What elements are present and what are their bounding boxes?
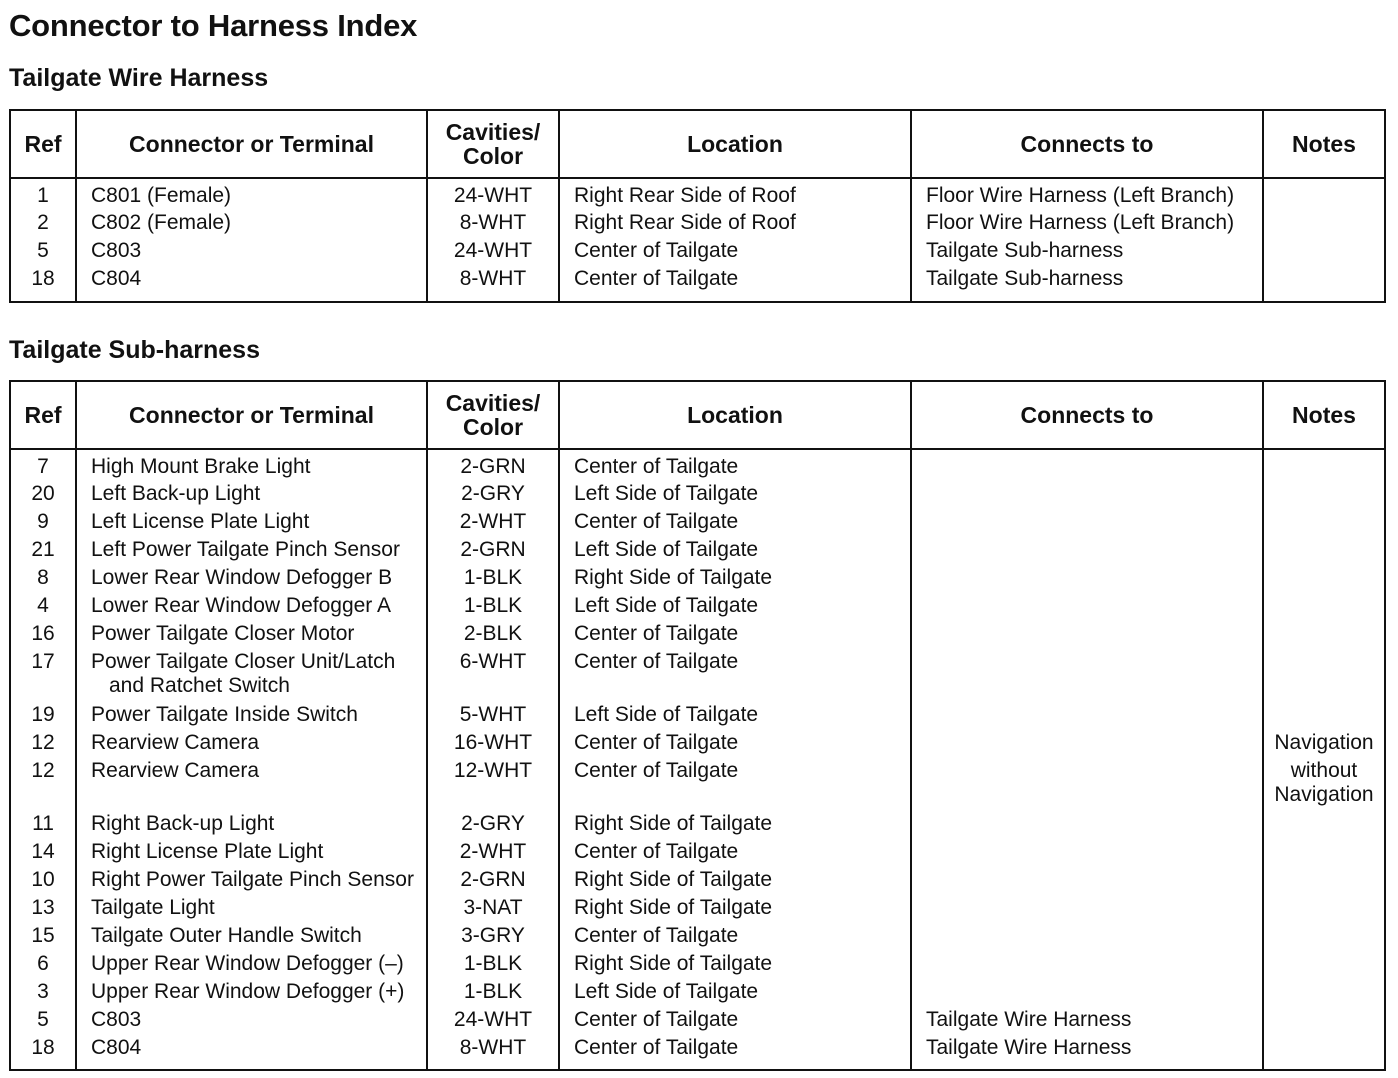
- ref-cell-text: 11: [32, 812, 54, 835]
- ref-cell-text: 21: [31, 538, 55, 561]
- header-ref: Ref: [10, 381, 76, 449]
- ref-cell: [10, 896, 76, 924]
- table-row: [10, 178, 1385, 211]
- ref-cell-text: 7: [37, 455, 49, 478]
- connects-to-cell: [911, 178, 1263, 211]
- location-cell-text: Center of Tailgate: [574, 510, 739, 533]
- connector-cell: [76, 510, 427, 538]
- connector-cell: [76, 1008, 427, 1036]
- header-connects-to: Connects to: [911, 110, 1263, 178]
- connects-to-cell: [911, 1036, 1263, 1070]
- ref-cell-text: 8: [37, 566, 49, 589]
- ref-cell: [10, 239, 76, 267]
- table-row: [10, 868, 1385, 896]
- connector-cell: [76, 840, 427, 868]
- notes-cell: [1263, 1036, 1385, 1070]
- cavities-color-cell: [427, 566, 559, 594]
- table-body: [10, 449, 1385, 1070]
- notes-cell: [1263, 703, 1385, 731]
- location-cell: [559, 622, 911, 650]
- notes-cell-text: Navigation: [1274, 731, 1374, 754]
- location-cell: [559, 952, 911, 980]
- table-row: [10, 449, 1385, 482]
- ref-cell: [10, 538, 76, 566]
- connects-to-cell: [911, 868, 1263, 896]
- table-row: [10, 211, 1385, 239]
- notes-cell: [1263, 594, 1385, 622]
- location-cell-text: Right Side of Tailgate: [574, 952, 773, 975]
- table-row: [10, 239, 1385, 267]
- location-cell-text: Center of Tailgate: [574, 759, 739, 782]
- connector-cell: [76, 1036, 427, 1070]
- table-row: [10, 622, 1385, 650]
- cavities-color-cell: [427, 510, 559, 538]
- cavities-color-cell-text: 2-GRN: [460, 538, 526, 561]
- location-cell-text: Right Side of Tailgate: [574, 566, 773, 589]
- ref-cell-text: 16: [31, 622, 55, 645]
- ref-cell: [10, 211, 76, 239]
- cavities-color-cell-text: 1-BLK: [463, 980, 523, 1003]
- header-cavities-line2: Color: [462, 414, 524, 440]
- connects-to-cell: [911, 267, 1263, 302]
- ref-cell-text: 9: [37, 510, 49, 533]
- table-row: [10, 924, 1385, 952]
- cavities-color-cell: [427, 812, 559, 840]
- location-cell-text: Center of Tailgate: [574, 840, 739, 863]
- table-row: [10, 566, 1385, 594]
- cavities-color-cell: [427, 924, 559, 952]
- ref-cell-text: 6: [37, 952, 49, 975]
- ref-cell: [10, 1036, 76, 1070]
- location-cell: [559, 1008, 911, 1036]
- cavities-color-cell-text: 2-GRN: [460, 455, 526, 478]
- table-header-row: [10, 110, 1385, 178]
- tailgate-sub-harness-table: [9, 380, 1386, 1071]
- connector-cell: [76, 952, 427, 980]
- ref-cell-text: 5: [37, 1008, 49, 1031]
- connector-cell-text: Right Power Tailgate Pinch Sensor: [91, 868, 414, 891]
- location-cell: [559, 566, 911, 594]
- ref-cell: [10, 510, 76, 538]
- cavities-color-cell-text: 24-WHT: [453, 239, 533, 262]
- connector-cell-text: Left License Plate Light: [91, 510, 310, 533]
- table-row: [10, 594, 1385, 622]
- connects-to-cell: [911, 510, 1263, 538]
- location-cell: [559, 759, 911, 812]
- ref-cell: [10, 924, 76, 952]
- notes-cell: [1263, 812, 1385, 840]
- page-title: Connector to Harness Index: [9, 8, 418, 43]
- connector-cell: [76, 178, 427, 211]
- cavities-color-cell-text: 8-WHT: [459, 211, 527, 234]
- header-connector: Connector or Terminal: [76, 381, 427, 449]
- header-notes: Notes: [1263, 381, 1385, 449]
- connects-to-cell: [911, 239, 1263, 267]
- ref-cell: [10, 812, 76, 840]
- connector-cell: [76, 449, 427, 482]
- ref-cell-text: 17: [31, 650, 55, 673]
- notes-cell: [1263, 1008, 1385, 1036]
- location-cell: [559, 731, 911, 759]
- connector-cell-text: Power Tailgate Closer Motor: [91, 622, 355, 645]
- ref-cell: [10, 267, 76, 302]
- connects-to-cell: [911, 650, 1263, 703]
- location-cell-text: Center of Tailgate: [574, 650, 739, 673]
- table-row: [10, 840, 1385, 868]
- cavities-color-cell: [427, 449, 559, 482]
- notes-cell: [1263, 510, 1385, 538]
- connector-cell-text: C803: [91, 239, 142, 262]
- cavities-color-cell-text: 3-GRY: [461, 924, 525, 947]
- cavities-color-cell: [427, 211, 559, 239]
- location-cell-text: Center of Tailgate: [574, 455, 739, 478]
- connector-cell-text: Lower Rear Window Defogger A: [91, 594, 391, 617]
- ref-cell: [10, 731, 76, 759]
- table-row: [10, 952, 1385, 980]
- location-cell-text: Left Side of Tailgate: [574, 980, 759, 1003]
- location-cell: [559, 482, 911, 510]
- location-cell: [559, 924, 911, 952]
- connector-cell-text: Power Tailgate Closer Unit/Latch: [91, 650, 396, 673]
- location-cell: [559, 239, 911, 267]
- connector-cell-text: Left Back-up Light: [91, 482, 261, 505]
- table-row: [10, 812, 1385, 840]
- ref-cell: [10, 868, 76, 896]
- cavities-color-cell: [427, 703, 559, 731]
- connector-cell: [76, 868, 427, 896]
- connects-to-cell-text: Tailgate Sub-harness: [926, 267, 1124, 290]
- table-row: [10, 703, 1385, 731]
- ref-cell-text: 18: [31, 1036, 55, 1059]
- table-row: [10, 759, 1385, 812]
- header-location: Location: [559, 110, 911, 178]
- notes-cell: [1263, 211, 1385, 239]
- notes-cell: [1263, 840, 1385, 868]
- header-cavities: [427, 110, 559, 178]
- ref-cell-text: 5: [37, 239, 49, 262]
- notes-cell: [1263, 731, 1385, 759]
- ref-cell: [10, 594, 76, 622]
- header-cavities-line1: Cavities/: [445, 390, 541, 416]
- location-cell-text: Left Side of Tailgate: [574, 482, 759, 505]
- cavities-color-cell-text: 2-BLK: [463, 622, 523, 645]
- cavities-color-cell: [427, 650, 559, 703]
- cavities-color-cell: [427, 1036, 559, 1070]
- connector-cell-text: C803: [91, 1008, 142, 1031]
- connector-cell: [76, 759, 427, 812]
- ref-cell: [10, 178, 76, 211]
- connector-cell: [76, 812, 427, 840]
- location-cell: [559, 868, 911, 896]
- connects-to-cell: [911, 812, 1263, 840]
- ref-cell-text: 19: [31, 703, 55, 726]
- ref-cell-text: 14: [31, 840, 55, 863]
- notes-cell: [1263, 239, 1385, 267]
- connector-cell: [76, 896, 427, 924]
- cavities-color-cell: [427, 1008, 559, 1036]
- location-cell-text: Center of Tailgate: [574, 1036, 739, 1059]
- section-title-tailgate-wire-harness: Tailgate Wire Harness: [9, 64, 269, 92]
- ref-cell: [10, 840, 76, 868]
- notes-cell: [1263, 759, 1385, 812]
- location-cell-text: Center of Tailgate: [574, 731, 739, 754]
- cavities-color-cell: [427, 594, 559, 622]
- connects-to-cell: [911, 952, 1263, 980]
- connector-cell-text: Right License Plate Light: [91, 840, 324, 863]
- connects-to-cell: [911, 482, 1263, 510]
- ref-cell-text: 3: [37, 980, 49, 1003]
- connector-cell: [76, 650, 427, 703]
- cavities-color-cell-text: 8-WHT: [459, 267, 527, 290]
- connector-cell: [76, 594, 427, 622]
- table-row: [10, 650, 1385, 703]
- connector-cell-text: Tailgate Outer Handle Switch: [91, 924, 362, 947]
- connector-cell-text: C802 (Female): [91, 211, 232, 234]
- ref-cell: [10, 952, 76, 980]
- cavities-color-cell-text: 1-BLK: [463, 594, 523, 617]
- connector-cell: [76, 924, 427, 952]
- location-cell: [559, 650, 911, 703]
- table-row: [10, 510, 1385, 538]
- ref-cell-text: 15: [31, 924, 55, 947]
- cavities-color-cell: [427, 980, 559, 1008]
- notes-cell: [1263, 924, 1385, 952]
- notes-cell: [1263, 178, 1385, 211]
- table-row: [10, 731, 1385, 759]
- tailgate-wire-harness-table: [9, 109, 1386, 303]
- notes-cell: [1263, 267, 1385, 302]
- ref-cell-text: 4: [37, 594, 49, 617]
- cavities-color-cell: [427, 759, 559, 812]
- connector-cell: [76, 731, 427, 759]
- table-row: [10, 1008, 1385, 1036]
- location-cell-text: Right Rear Side of Roof: [574, 211, 796, 234]
- connects-to-cell: [911, 622, 1263, 650]
- connector-cell-text: Rearview Camera: [91, 731, 260, 754]
- cavities-color-cell-text: 2-GRN: [460, 868, 526, 891]
- location-cell-text: Center of Tailgate: [574, 239, 739, 262]
- location-cell: [559, 267, 911, 302]
- connects-to-cell-text: Tailgate Sub-harness: [926, 239, 1124, 262]
- cavities-color-cell: [427, 267, 559, 302]
- notes-cell-text: without: [1290, 759, 1358, 782]
- connects-to-cell-text: Floor Wire Harness (Left Branch): [926, 184, 1235, 207]
- table-body: [10, 178, 1385, 302]
- connector-cell-text: Right Back-up Light: [91, 812, 275, 835]
- ref-cell: [10, 449, 76, 482]
- header-connector: Connector or Terminal: [76, 110, 427, 178]
- location-cell: [559, 538, 911, 566]
- cavities-color-cell: [427, 840, 559, 868]
- table-row: [10, 980, 1385, 1008]
- connector-cell: [76, 980, 427, 1008]
- location-cell: [559, 980, 911, 1008]
- ref-cell-text: 13: [31, 896, 55, 919]
- ref-cell-text: 12: [31, 759, 55, 782]
- location-cell-text: Right Rear Side of Roof: [574, 184, 796, 207]
- location-cell-text: Center of Tailgate: [574, 622, 739, 645]
- connects-to-cell: [911, 759, 1263, 812]
- connects-to-cell-text: Tailgate Wire Harness: [926, 1036, 1132, 1059]
- location-cell-text: Right Side of Tailgate: [574, 868, 773, 891]
- ref-cell-text: 10: [31, 868, 55, 891]
- cavities-color-cell: [427, 868, 559, 896]
- location-cell-text: Left Side of Tailgate: [574, 703, 759, 726]
- ref-cell-text: 2: [37, 211, 49, 234]
- cavities-color-cell-text: 8-WHT: [459, 1036, 527, 1059]
- connects-to-cell: [911, 896, 1263, 924]
- notes-cell: [1263, 538, 1385, 566]
- location-cell: [559, 594, 911, 622]
- notes-cell: [1263, 896, 1385, 924]
- connector-cell: [76, 211, 427, 239]
- connects-to-cell: [911, 703, 1263, 731]
- cavities-color-cell-text: 2-WHT: [459, 510, 527, 533]
- connector-cell-text: Power Tailgate Inside Switch: [91, 703, 358, 726]
- location-cell: [559, 1036, 911, 1070]
- section-title-tailgate-sub-harness: Tailgate Sub-harness: [9, 336, 260, 364]
- notes-cell: [1263, 952, 1385, 980]
- connector-cell-continuation: and Ratchet Switch: [109, 674, 290, 697]
- location-cell: [559, 211, 911, 239]
- cavities-color-cell-text: 24-WHT: [453, 184, 533, 207]
- location-cell-text: Left Side of Tailgate: [574, 594, 759, 617]
- ref-cell-text: 12: [31, 731, 55, 754]
- connector-cell: [76, 566, 427, 594]
- cavities-color-cell-text: 5-WHT: [459, 703, 527, 726]
- cavities-color-cell-text: 16-WHT: [453, 731, 533, 754]
- connector-cell-text: Left Power Tailgate Pinch Sensor: [91, 538, 400, 561]
- connects-to-cell-text: Tailgate Wire Harness: [926, 1008, 1132, 1031]
- connector-cell-text: Upper Rear Window Defogger (–): [91, 952, 404, 975]
- location-cell-text: Left Side of Tailgate: [574, 538, 759, 561]
- connects-to-cell-text: Floor Wire Harness (Left Branch): [926, 211, 1235, 234]
- connector-cell-text: Lower Rear Window Defogger B: [91, 566, 393, 589]
- connects-to-cell: [911, 731, 1263, 759]
- notes-cell: [1263, 449, 1385, 482]
- cavities-color-cell: [427, 178, 559, 211]
- cavities-color-cell-text: 3-NAT: [463, 896, 523, 919]
- connects-to-cell: [911, 211, 1263, 239]
- table-row: [10, 896, 1385, 924]
- connects-to-cell: [911, 840, 1263, 868]
- ref-cell: [10, 980, 76, 1008]
- table-row: [10, 1036, 1385, 1070]
- header-ref: Ref: [10, 110, 76, 178]
- location-cell: [559, 510, 911, 538]
- header-connects-to: Connects to: [911, 381, 1263, 449]
- ref-cell: [10, 566, 76, 594]
- cavities-color-cell: [427, 896, 559, 924]
- notes-cell: [1263, 650, 1385, 703]
- connector-cell: [76, 482, 427, 510]
- connector-cell: [76, 703, 427, 731]
- notes-cell: [1263, 482, 1385, 510]
- table-header-row: [10, 381, 1385, 449]
- header-location: Location: [559, 381, 911, 449]
- connects-to-cell: [911, 449, 1263, 482]
- connector-cell-text: Upper Rear Window Defogger (+): [91, 980, 405, 1003]
- connector-cell-text: C801 (Female): [91, 184, 232, 207]
- notes-cell: [1263, 980, 1385, 1008]
- connector-cell: [76, 239, 427, 267]
- location-cell: [559, 812, 911, 840]
- notes-cell: [1263, 622, 1385, 650]
- connector-cell-text: High Mount Brake Light: [91, 455, 311, 478]
- connects-to-cell: [911, 566, 1263, 594]
- cavities-color-cell-text: 1-BLK: [463, 566, 523, 589]
- cavities-color-cell-text: 2-GRY: [461, 482, 525, 505]
- ref-cell: [10, 759, 76, 812]
- cavities-color-cell-text: 24-WHT: [453, 1008, 533, 1031]
- cavities-color-cell-text: 1-BLK: [463, 952, 523, 975]
- cavities-color-cell: [427, 731, 559, 759]
- ref-cell: [10, 482, 76, 510]
- connects-to-cell: [911, 538, 1263, 566]
- location-cell-text: Right Side of Tailgate: [574, 812, 773, 835]
- ref-cell-text: 18: [31, 267, 55, 290]
- cavities-color-cell-text: 12-WHT: [453, 759, 533, 782]
- notes-cell-continuation: Navigation: [1274, 783, 1374, 806]
- table-row: [10, 267, 1385, 302]
- location-cell-text: Center of Tailgate: [574, 924, 739, 947]
- table-row: [10, 538, 1385, 566]
- ref-cell: [10, 650, 76, 703]
- location-cell-text: Center of Tailgate: [574, 267, 739, 290]
- connector-cell-text: Tailgate Light: [91, 896, 215, 919]
- connector-cell: [76, 622, 427, 650]
- cavities-color-cell: [427, 622, 559, 650]
- connects-to-cell: [911, 980, 1263, 1008]
- ref-cell: [10, 622, 76, 650]
- cavities-color-cell: [427, 538, 559, 566]
- cavities-color-cell-text: 6-WHT: [459, 650, 527, 673]
- notes-cell: [1263, 868, 1385, 896]
- location-cell: [559, 840, 911, 868]
- table-row: [10, 482, 1385, 510]
- connector-cell-text: C804: [91, 267, 142, 290]
- cavities-color-cell: [427, 239, 559, 267]
- cavities-color-cell: [427, 952, 559, 980]
- location-cell: [559, 896, 911, 924]
- notes-cell: [1263, 566, 1385, 594]
- location-cell-text: Center of Tailgate: [574, 1008, 739, 1031]
- connects-to-cell: [911, 1008, 1263, 1036]
- location-cell-text: Right Side of Tailgate: [574, 896, 773, 919]
- connects-to-cell: [911, 924, 1263, 952]
- connects-to-cell: [911, 594, 1263, 622]
- connector-cell: [76, 538, 427, 566]
- cavities-color-cell-text: 2-WHT: [459, 840, 527, 863]
- header-cavities-line1: Cavities/: [445, 119, 541, 145]
- connector-cell: [76, 267, 427, 302]
- header-cavities: [427, 381, 559, 449]
- connector-cell-text: Rearview Camera: [91, 759, 260, 782]
- header-notes: Notes: [1263, 110, 1385, 178]
- connector-cell-text: C804: [91, 1036, 142, 1059]
- location-cell: [559, 703, 911, 731]
- ref-cell: [10, 1008, 76, 1036]
- ref-cell: [10, 703, 76, 731]
- location-cell: [559, 449, 911, 482]
- location-cell: [559, 178, 911, 211]
- ref-cell-text: 20: [31, 482, 55, 505]
- header-cavities-line2: Color: [462, 143, 524, 169]
- ref-cell-text: 1: [37, 184, 49, 207]
- cavities-color-cell: [427, 482, 559, 510]
- cavities-color-cell-text: 2-GRY: [461, 812, 525, 835]
